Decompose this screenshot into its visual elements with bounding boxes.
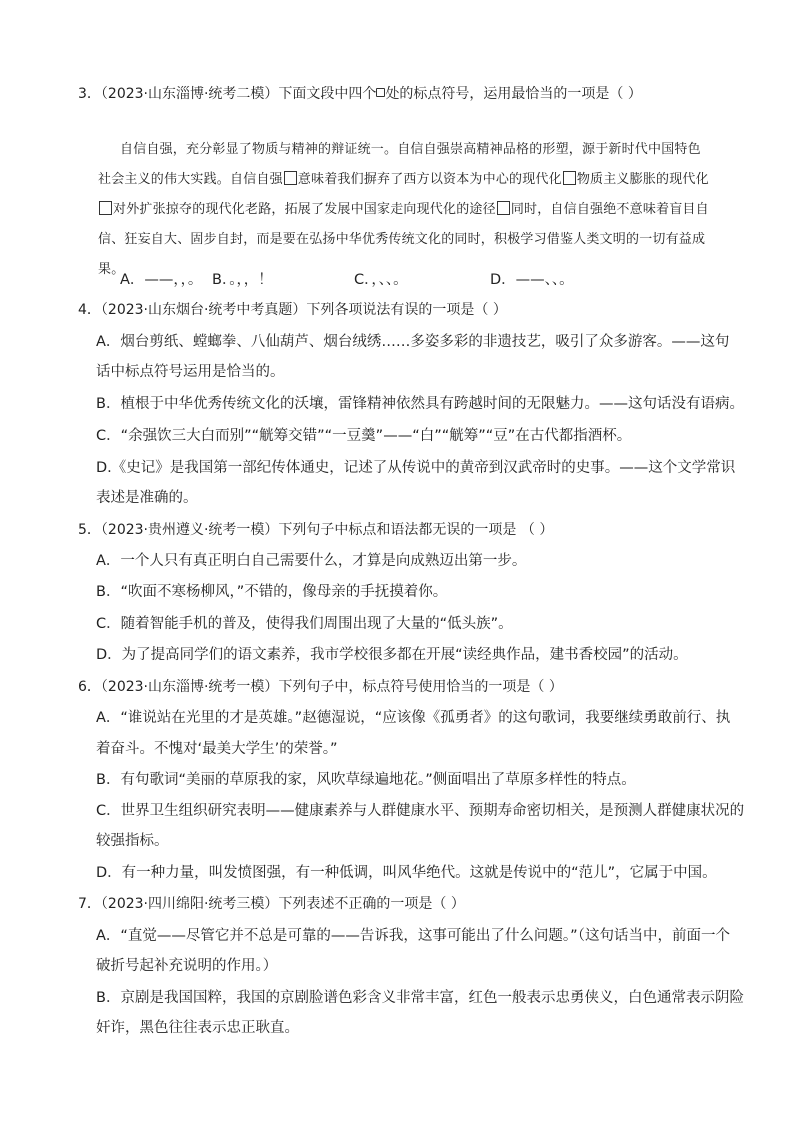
question-7-title: 7．（2023·四川绵阳·统考三模）下列表述不正确的一项是（ ） [78, 896, 465, 912]
q4-option-a-cont: 话中标点符号运用是恰当的。 [96, 364, 285, 380]
q6-option-a-cont: 着奋斗。不愧对‘最美大学生’的荣誉。” [96, 741, 338, 757]
blank-box-icon [563, 171, 576, 185]
q7-option-a[interactable]: A．“直觉——尽管它并不总是可靠的——告诉我，这事可能出了什么问题。”（这句话当中，前面一个 [96, 928, 730, 944]
option-b[interactable]: B．。，，！ [212, 272, 273, 288]
question-3-title: 3．（2023·山东淄博·统考二模）下面文段中四个 处的标点符号，运用最恰当的一项是（ ） [78, 86, 642, 102]
q5-option-b[interactable]: B．“吹面不寒杨柳风，”不错的，像母亲的手抚摸着你。 [96, 584, 448, 600]
q7-option-b-cont: 奸诈，黑色往往表示忠正耿直。 [96, 1020, 299, 1036]
option-c[interactable]: C．，、、。 [354, 272, 408, 288]
blank-box-icon [497, 201, 510, 215]
option-a[interactable]: A．——，，。 [120, 272, 203, 288]
q4-option-a[interactable]: A．烟台剪纸、螳螂拳、八仙葫芦、烟台绒绣……多姿多彩的非遗技艺，吸引了众多游客。——这句 [96, 334, 730, 350]
q4-option-c[interactable]: C．“余强饮三大白而别”“觥筹交错”“一豆羹”——“白”“觥筹”“豆”在古代都指酒杯。 [96, 428, 632, 444]
q5-option-a[interactable]: A．一个人只有真正明白自己需要什么，才算是向成熟迈出第一步。 [96, 553, 527, 569]
blank-box-icon [99, 201, 112, 215]
q4-option-d-cont: 表述是准确的。 [96, 490, 198, 506]
passage-line: 对外扩张掠夺的现代化老路，拓展了发展中国家走向现代化的途径 同时，自信自强绝不意味着盲目自 [98, 200, 709, 220]
q6-option-c[interactable]: C．世界卫生组织研究表明——健康素养与人群健康水平、预期寿命密切相关，是预测人群健康状况的 [96, 803, 745, 819]
q5-option-c[interactable]: C．随着智能手机的普及，使得我们周围出现了大量的“低头族”。 [96, 616, 513, 632]
question-5-title: 5．（2023·贵州遵义·统考一模）下列句子中标点和语法都无误的一项是 （ ） [78, 522, 554, 538]
blank-box-icon [284, 171, 297, 185]
passage-line: 信、狂妄自大、固步自封，而是要在弘扬中华优秀传统文化的同时，积极学习借鉴人类文明的一切有益成 [98, 232, 706, 247]
q6-option-b[interactable]: B．有句歌词“美丽的草原我的家，风吹草绿遍地花。”侧面唱出了草原多样性的特点。 [96, 772, 636, 788]
q6-option-d[interactable]: D．有一种力量，叫发愤图强，有一种低调，叫风华绝代。这就是传说中的“范儿”，它属于中国。 [96, 865, 717, 881]
q6-option-a[interactable]: A．“谁说站在光里的才是英雄。”赵德湿说，“应该像《孤勇者》的这句歌词，我要继续勇敢前行、执 [96, 710, 731, 726]
passage-line: 果。 [98, 262, 125, 277]
q7-option-b[interactable]: B．京剧是我国国粹，我国的京剧脸谱色彩含义非常丰富，红色一般表示忠勇侠义，白色通常表示阴险 [96, 990, 744, 1006]
question-6-title: 6．（2023·山东淄博·统考一模）下列句子中，标点符号使用恰当的一项是（ ） [78, 679, 563, 695]
q5-option-d[interactable]: D．为了提高同学们的语文素养，我市学校很多都在开展“读经典作品，建书香校园”的活动。 [96, 647, 688, 663]
option-d[interactable]: D．——、、。 [490, 272, 574, 288]
q7-option-a-cont: 破折号起补充说明的作用。） [96, 958, 278, 974]
q4-option-b[interactable]: B．植根于中华优秀传统文化的沃壤，雷锋精神依然具有跨越时间的无限魅力。——这句话没有语病。 [96, 396, 744, 412]
q4-option-d[interactable]: D.《史记》是我国第一部纪传体通史，记述了从传说中的黄帝到汉武帝时的史事。——这个文学常识 [96, 460, 736, 476]
passage-line: 社会主义的伟大实践。自信自强 意味着我们摒弃了西方以资本为中心的现代化 物质主义膨胀的现代化 [98, 172, 709, 187]
question-4-title: 4．（2023·山东烟台·统考中考真题）下列各项说法有误的一项是（ ） [78, 302, 507, 318]
passage-line: 自信自强，充分彰显了物质与精神的辩证统一。自信自强崇高精神品格的形塑，源于新时代中国特色 [120, 142, 701, 157]
q6-option-c-cont: 较强指标。 [96, 833, 169, 849]
